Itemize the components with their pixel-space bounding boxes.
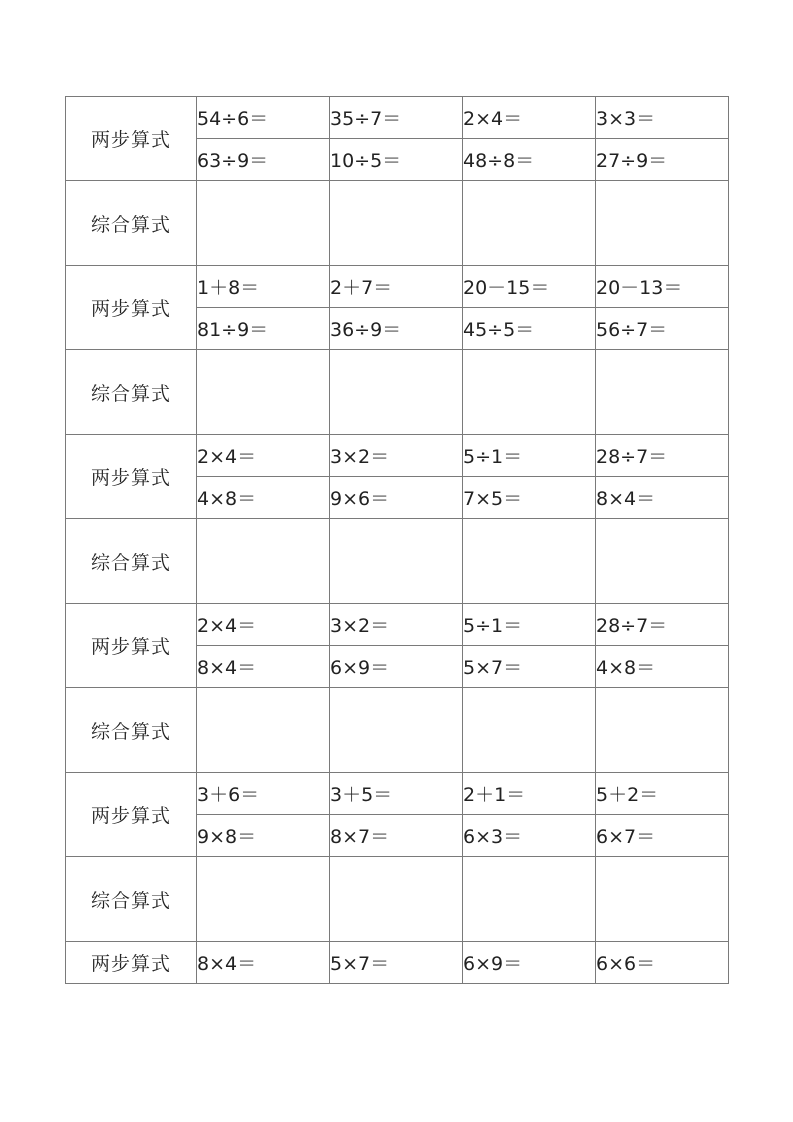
problem-cell: 2×4＝ bbox=[463, 97, 596, 139]
problem-cell: 2＋7＝ bbox=[330, 266, 463, 308]
two-step-label: 两步算式 bbox=[66, 266, 197, 350]
problem-cell: 63÷9＝ bbox=[197, 139, 330, 181]
problem-cell: 3＋6＝ bbox=[197, 773, 330, 815]
problem-cell: 45÷5＝ bbox=[463, 308, 596, 350]
problem-cell: 2×4＝ bbox=[197, 604, 330, 646]
problem-cell: 4×8＝ bbox=[596, 646, 729, 688]
combined-row bbox=[66, 688, 729, 773]
combined-label: 综合算式 bbox=[66, 857, 197, 942]
problem-cell: 9×6＝ bbox=[330, 477, 463, 519]
problem-cell: 8×4＝ bbox=[197, 646, 330, 688]
two-step-label: 两步算式 bbox=[66, 97, 197, 181]
combined-label: 综合算式 bbox=[66, 688, 197, 773]
answer-cell[interactable] bbox=[463, 181, 596, 266]
answer-cell[interactable] bbox=[330, 181, 463, 266]
problem-cell: 5÷1＝ bbox=[463, 435, 596, 477]
problem-cell: 9×8＝ bbox=[197, 815, 330, 857]
answer-cell[interactable] bbox=[463, 688, 596, 773]
problem-cell: 5×7＝ bbox=[463, 646, 596, 688]
problem-cell: 2＋1＝ bbox=[463, 773, 596, 815]
problem-cell: 8×4＝ bbox=[197, 942, 330, 984]
problem-cell: 28÷7＝ bbox=[596, 435, 729, 477]
problem-cell: 28÷7＝ bbox=[596, 604, 729, 646]
two-step-label: 两步算式 bbox=[66, 435, 197, 519]
combined-label: 综合算式 bbox=[66, 181, 197, 266]
problem-cell: 54÷6＝ bbox=[197, 97, 330, 139]
problem-cell: 5＋2＝ bbox=[596, 773, 729, 815]
answer-cell[interactable] bbox=[197, 350, 330, 435]
answer-cell[interactable] bbox=[330, 857, 463, 942]
problem-cell: 1＋8＝ bbox=[197, 266, 330, 308]
combined-row bbox=[66, 857, 729, 942]
problem-cell: 3×3＝ bbox=[596, 97, 729, 139]
two-step-row bbox=[66, 773, 729, 815]
two-step-row bbox=[66, 266, 729, 308]
combined-label: 综合算式 bbox=[66, 519, 197, 604]
problem-cell: 8×7＝ bbox=[330, 815, 463, 857]
two-step-row bbox=[66, 604, 729, 646]
answer-cell[interactable] bbox=[197, 181, 330, 266]
problem-cell: 20－13＝ bbox=[596, 266, 729, 308]
problem-cell: 6×9＝ bbox=[463, 942, 596, 984]
answer-cell[interactable] bbox=[596, 688, 729, 773]
problem-cell: 3×2＝ bbox=[330, 604, 463, 646]
answer-cell[interactable] bbox=[596, 181, 729, 266]
two-step-label: 两步算式 bbox=[66, 773, 197, 857]
two-step-label: 两步算式 bbox=[66, 942, 197, 984]
answer-cell[interactable] bbox=[463, 519, 596, 604]
problem-cell: 3×2＝ bbox=[330, 435, 463, 477]
problem-cell: 20－15＝ bbox=[463, 266, 596, 308]
problem-cell: 6×3＝ bbox=[463, 815, 596, 857]
problem-cell: 48÷8＝ bbox=[463, 139, 596, 181]
problem-cell: 56÷7＝ bbox=[596, 308, 729, 350]
answer-cell[interactable] bbox=[596, 519, 729, 604]
answer-cell[interactable] bbox=[463, 857, 596, 942]
combined-row bbox=[66, 181, 729, 266]
problem-cell: 36÷9＝ bbox=[330, 308, 463, 350]
answer-cell[interactable] bbox=[197, 688, 330, 773]
answer-cell[interactable] bbox=[197, 857, 330, 942]
answer-cell[interactable] bbox=[330, 350, 463, 435]
problem-cell: 81÷9＝ bbox=[197, 308, 330, 350]
problem-cell: 8×4＝ bbox=[596, 477, 729, 519]
answer-cell[interactable] bbox=[197, 519, 330, 604]
two-step-row bbox=[66, 942, 729, 984]
problem-cell: 6×7＝ bbox=[596, 815, 729, 857]
problem-cell: 6×6＝ bbox=[596, 942, 729, 984]
problem-cell: 5×7＝ bbox=[330, 942, 463, 984]
answer-cell[interactable] bbox=[330, 688, 463, 773]
answer-cell[interactable] bbox=[330, 519, 463, 604]
problem-cell: 27÷9＝ bbox=[596, 139, 729, 181]
problem-cell: 7×5＝ bbox=[463, 477, 596, 519]
two-step-row bbox=[66, 97, 729, 139]
combined-row bbox=[66, 519, 729, 604]
two-step-label: 两步算式 bbox=[66, 604, 197, 688]
answer-cell[interactable] bbox=[596, 350, 729, 435]
two-step-row bbox=[66, 435, 729, 477]
answer-cell[interactable] bbox=[463, 350, 596, 435]
problem-cell: 10÷5＝ bbox=[330, 139, 463, 181]
problem-cell: 2×4＝ bbox=[197, 435, 330, 477]
problem-cell: 5÷1＝ bbox=[463, 604, 596, 646]
answer-cell[interactable] bbox=[596, 857, 729, 942]
worksheet-table bbox=[65, 96, 729, 984]
problem-cell: 6×9＝ bbox=[330, 646, 463, 688]
problem-cell: 3＋5＝ bbox=[330, 773, 463, 815]
problem-cell: 35÷7＝ bbox=[330, 97, 463, 139]
combined-label: 综合算式 bbox=[66, 350, 197, 435]
combined-row bbox=[66, 350, 729, 435]
problem-cell: 4×8＝ bbox=[197, 477, 330, 519]
